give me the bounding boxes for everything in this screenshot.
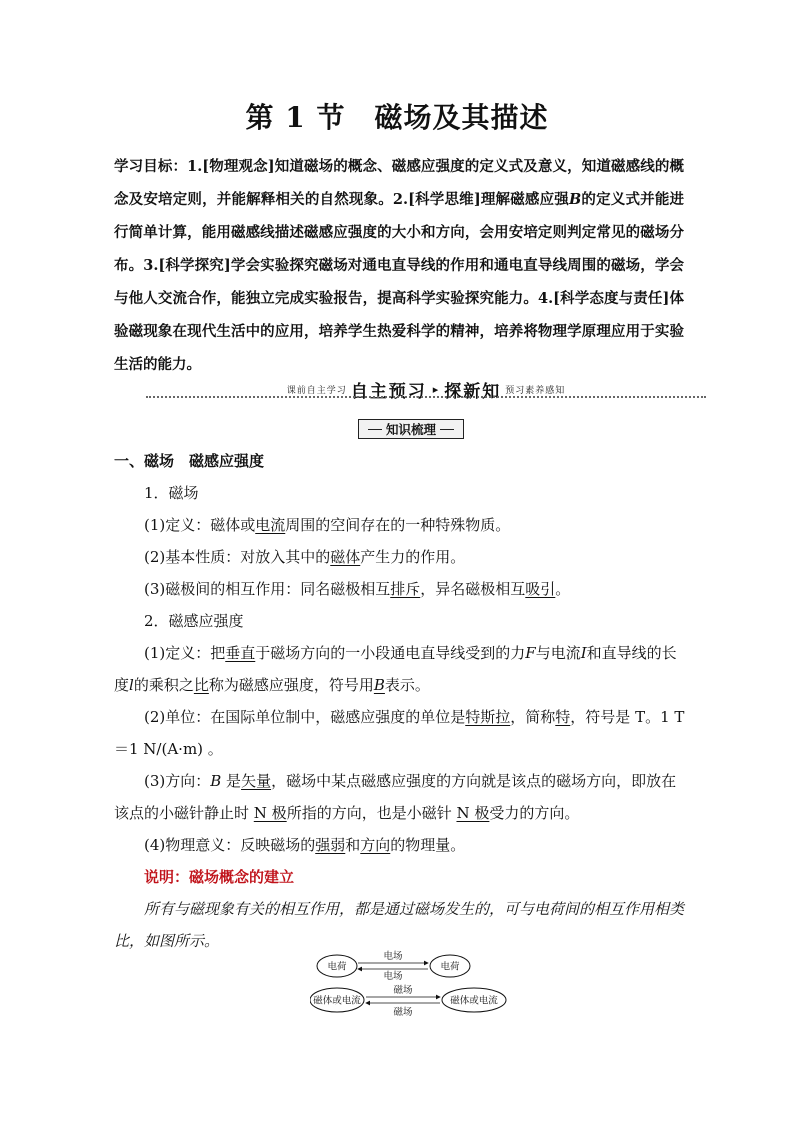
page-title: 第 1 节 磁场及其描述 (245, 101, 549, 134)
blank-answer: N 极 (456, 804, 490, 822)
item1-interaction: (3)磁极间的相互作用：同名磁极相互排斥，异名磁极相互吸引。 (144, 580, 571, 598)
content-body (114, 445, 686, 957)
field-analogy-diagram (310, 944, 510, 1024)
goals-lead: 学习目标： (114, 158, 188, 175)
blank-answer: 电流 (255, 516, 286, 534)
blank-answer: 矢量 (241, 772, 272, 790)
banner-title-1: 自主预习 (350, 381, 427, 402)
item2-meaning: (4)物理意义：反映磁场的强弱和方向的物理量。 (144, 836, 466, 854)
blank-answer: 方向 (360, 836, 391, 854)
note-body: 所有与磁现象有关的相互作用，都是通过磁场发生的，可与电荷间的相互作用相类比，如图所示。 (114, 900, 685, 950)
banner-left-label: 课前自主学习 (286, 385, 347, 396)
badge-bar-right (440, 429, 454, 430)
blank-answer: 特斯拉 (465, 708, 511, 726)
badge-bar-left (368, 429, 382, 430)
efield-top-label: 电场 (383, 951, 403, 962)
blank-answer: 磁体 (330, 548, 361, 566)
blank-answer: N 极 (253, 804, 287, 822)
magnet-right-label: 磁体或电流 (450, 995, 498, 1007)
item2-unit: (2)单位：在国际单位制中，磁感应强度的单位是特斯拉，简称特，符号是 T。1 T＝1 N/(A·m) 。 (114, 708, 685, 758)
item1-heading: 1．磁场 (144, 484, 199, 502)
blank-answer: 特 (555, 708, 571, 726)
efield-bottom-label: 电场 (383, 971, 403, 982)
item2-heading: 2．磁感应强度 (144, 612, 244, 630)
arrow-right-icon: ▸ (432, 382, 439, 396)
charge-right-label: 电荷 (440, 961, 460, 973)
banner-divider (146, 396, 706, 398)
item1-definition: (1)定义：磁体或电流周围的空间存在的一种特殊物质。 (144, 516, 511, 534)
badge-label: 知识梳理 (385, 422, 436, 437)
blank-answer: 比 (193, 676, 209, 694)
mfield-bottom-label: 磁场 (393, 1007, 413, 1018)
banner-title-2: 探新知 (444, 381, 502, 402)
item2-direction: (3)方向：B 是矢量，磁场中某点磁感应强度的方向就是该点的磁场方向，即放在该点的小磁针静止时 N 极所指的方向，也是小磁针 N 极受力的方向。 (114, 772, 677, 822)
knowledge-badge (358, 419, 464, 439)
blank-answer: 垂直 (225, 644, 256, 662)
goals-text-2: 的定义式并能进行简单计算，能用磁感线描述磁感应强度的大小和方向，会用安培定则判定常见的磁场分布。3.[科学探究]学会实验探究磁场对通电直导线的作用和通电直导线周围的磁场，学会与他人交流合作，能独立完成实验报告，提高科学实验探究能力。4.[科学态度与责任]体验磁现象在现代生活中的应用，培养学生热爱科学的精神，培养将物理学原理应用于实验生活的能力。 (114, 191, 685, 373)
blank-answer: 强弱 (315, 836, 346, 854)
magnet-left-label: 磁体或电流 (313, 995, 361, 1007)
section-heading: 一、磁场 磁感应强度 (114, 452, 265, 470)
blank-answer: 吸引 (525, 580, 556, 598)
banner-right-label: 预习素养感知 (505, 385, 566, 396)
note-heading: 说明：磁场概念的建立 (144, 868, 295, 886)
item1-property: (2)基本性质：对放入其中的磁体产生力的作用。 (144, 548, 466, 566)
mfield-top-label: 磁场 (393, 985, 413, 996)
blank-answer: B (373, 676, 385, 694)
charge-left-label: 电荷 (327, 961, 347, 973)
goals-b-symbol: B (568, 191, 582, 208)
goals-text-1: 1.[物理观念]知道磁场的概念、磁感应强度的定义式及意义，知道磁感线的概念及安培定则，并能解释相关的自然现象。2.[科学思维]理解磁感应强 (114, 158, 685, 208)
blank-answer: 排斥 (390, 580, 421, 598)
learning-goals (114, 150, 684, 381)
item2-definition: (1)定义：把垂直于磁场方向的一小段通电直导线受到的力F与电流I和直导线的长度l的乘积之比称为磁感应强度，符号用B表示。 (114, 644, 677, 694)
